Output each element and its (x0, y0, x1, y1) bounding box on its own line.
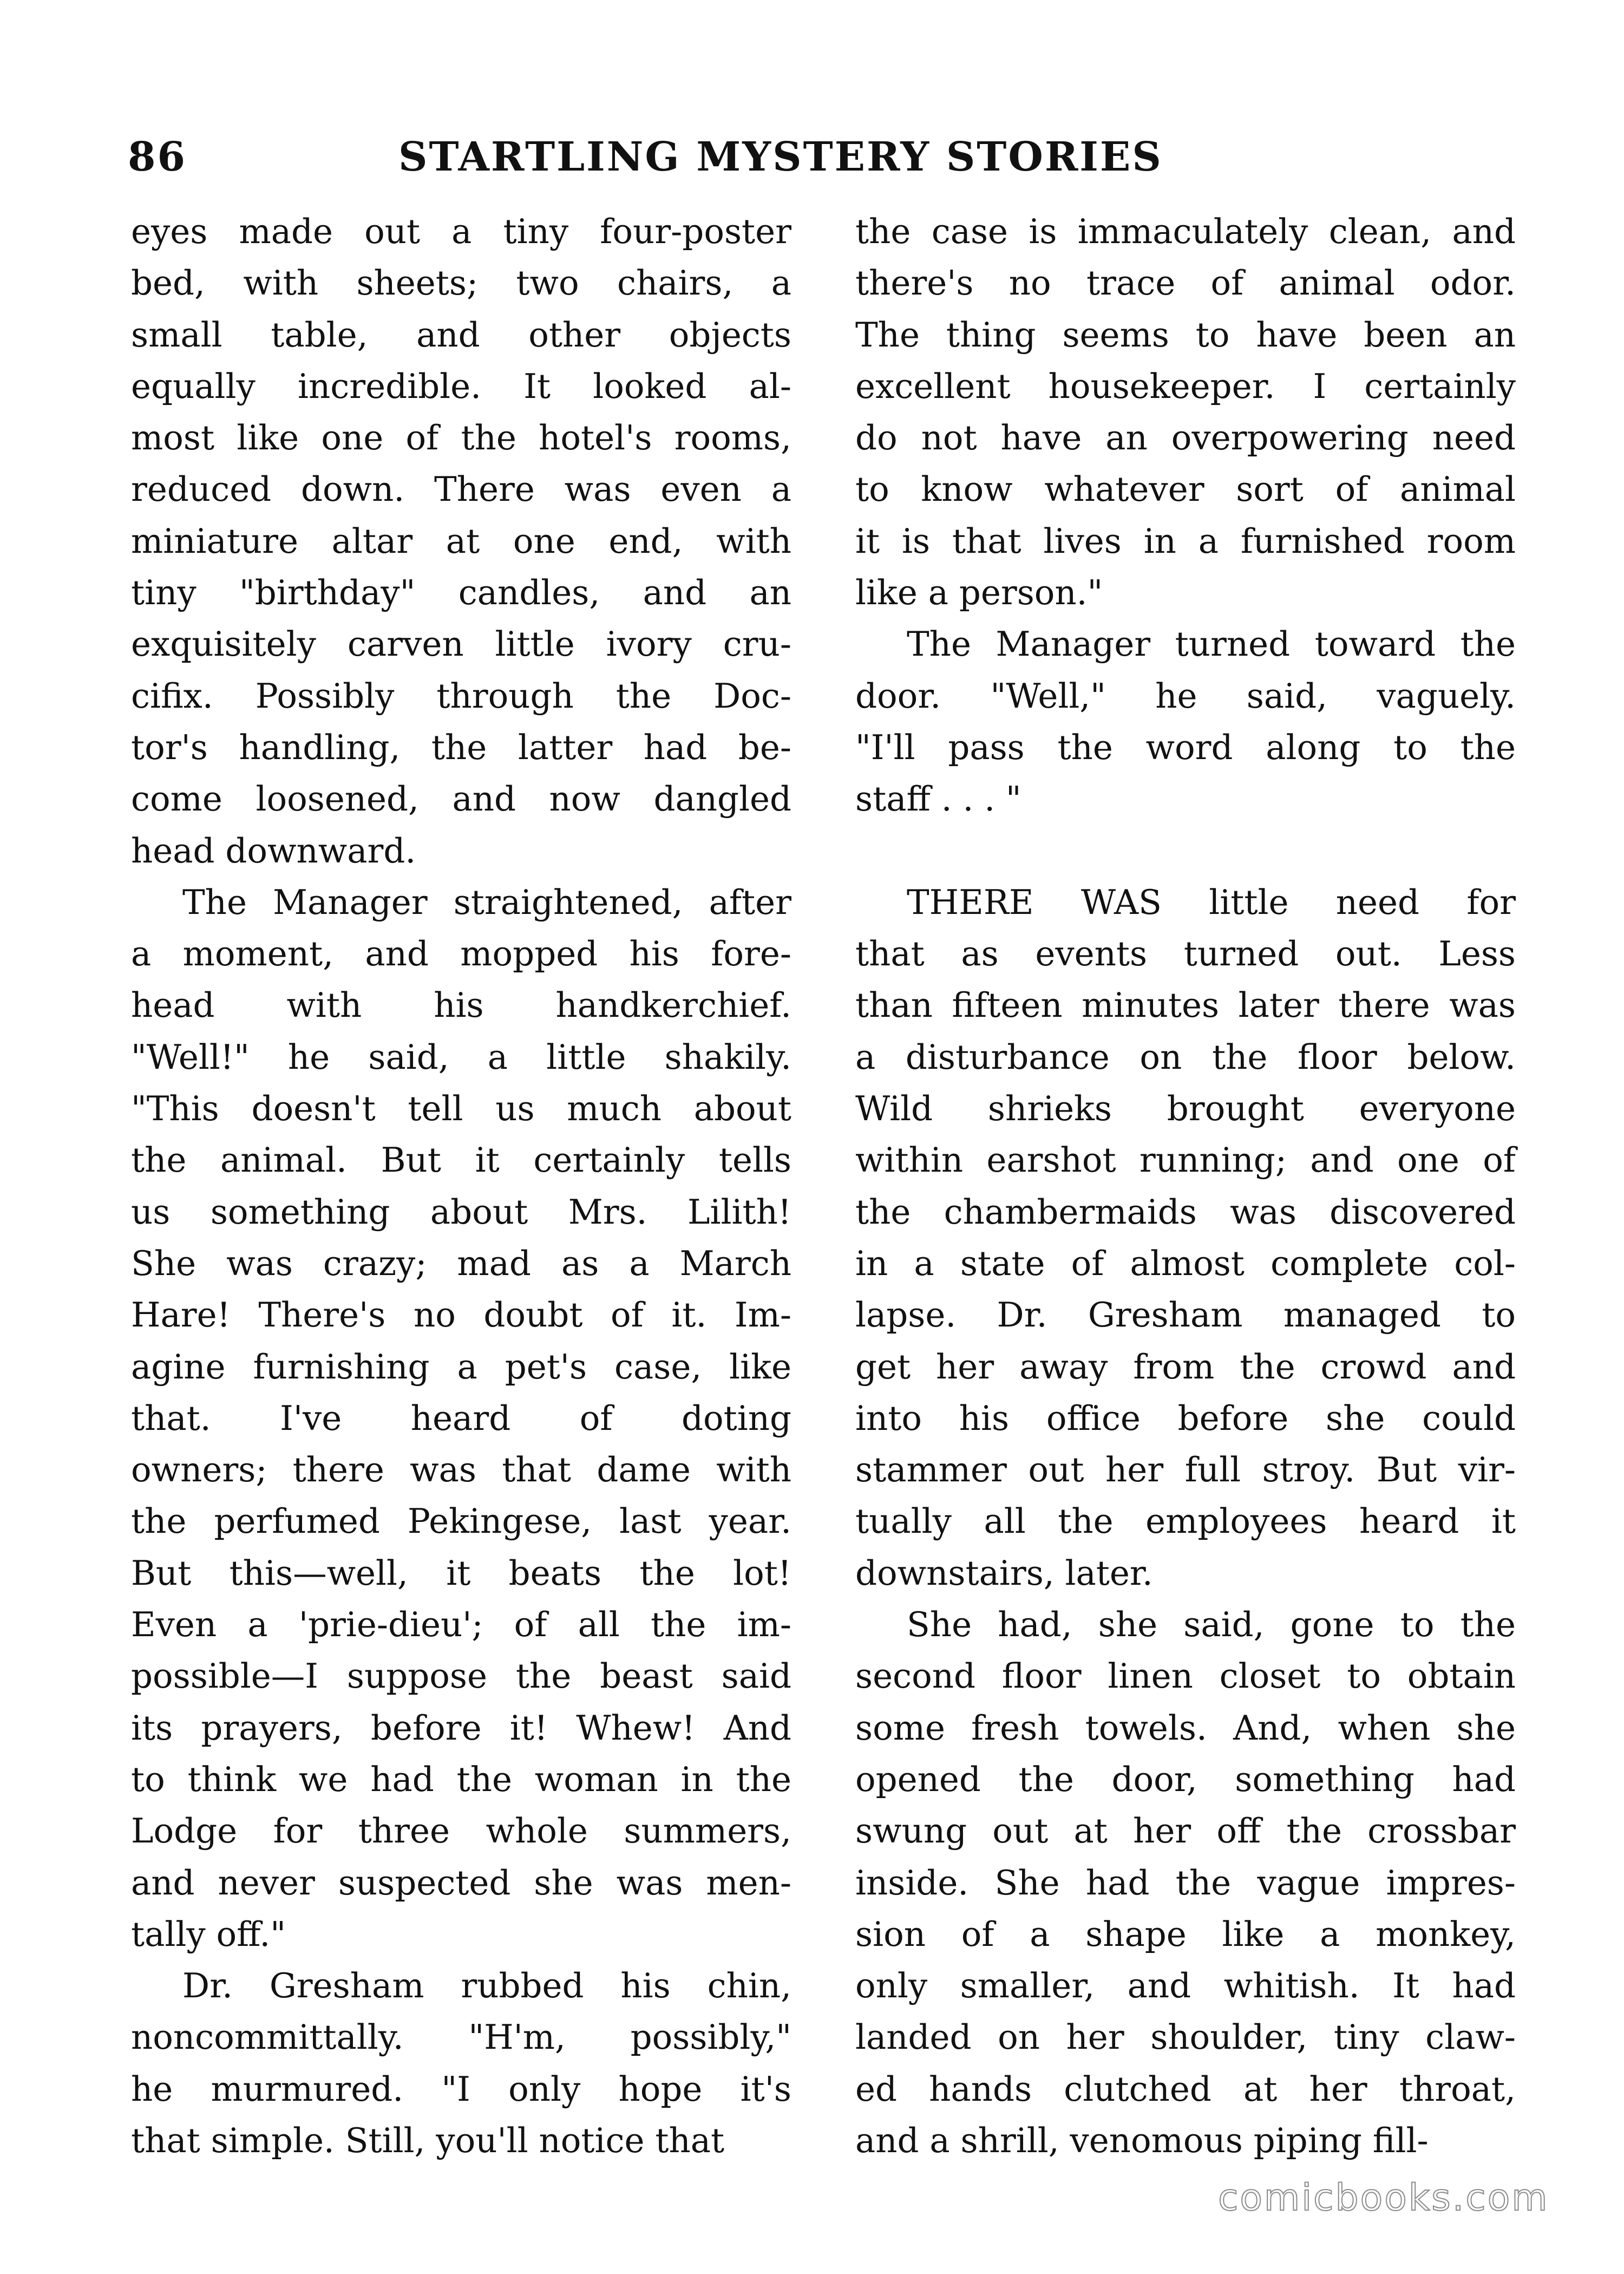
text-line: that. I've heard of doting (131, 1398, 791, 1438)
text-line: The thing seems to have been an (855, 315, 1516, 355)
text-line: reduced down. There was even a (131, 469, 791, 509)
text-line: Lodge for three whole summers, (131, 1811, 791, 1851)
text-line: staff . . . " (855, 779, 1021, 819)
text-line: a moment, and mopped his fore- (131, 934, 791, 974)
text-line: THERE WAS little need for (907, 882, 1516, 922)
text-line: tually all the employees heard it (855, 1501, 1516, 1541)
text-line: miniature altar at one end, with (131, 521, 791, 561)
text-line: the animal. But it certainly tells (131, 1140, 791, 1180)
text-line: there's no trace of animal odor. (855, 263, 1516, 303)
text-line: opened the door, something had (855, 1759, 1516, 1799)
text-line: "This doesn't tell us much about (131, 1089, 791, 1129)
text-line: it is that lives in a furnished room (855, 521, 1516, 561)
text-line: only smaller, and whitish. It had (855, 1966, 1516, 2006)
section-opening-paragraph (855, 877, 1516, 1599)
text-line: to think we had the woman in the (131, 1759, 791, 1799)
text-line: head downward. (131, 831, 416, 871)
text-line: noncommittally. "H'm, possibly," (131, 2017, 791, 2057)
text-line: Wild shrieks brought everyone (855, 1089, 1516, 1129)
watermark: comicbooks.com (1218, 2177, 1549, 2219)
text-line: She was crazy; mad as a March (131, 1243, 791, 1283)
text-line: in a state of almost complete col- (855, 1243, 1516, 1283)
text-line: "I'll pass the word along to the (855, 727, 1516, 767)
text-line: "Well!" he said, a little shakily. (131, 1037, 791, 1077)
text-line: second floor linen closet to obtain (855, 1656, 1516, 1696)
text-line: The Manager turned toward the (907, 624, 1516, 664)
text-line: possible—I suppose the beast said (131, 1656, 791, 1696)
text-line: to know whatever sort of animal (855, 469, 1516, 509)
text-line: door. "Well," he said, vaguely. (855, 676, 1516, 716)
text-line: stammer out her full stroy. But vir- (855, 1450, 1516, 1490)
text-line: head with his handkerchief. (131, 985, 791, 1025)
text-line: and a shrill, venomous piping fill- (855, 2120, 1429, 2160)
paragraph (855, 206, 1516, 618)
text-line: Hare! There's no doubt of it. Im- (131, 1295, 791, 1335)
text-line: and never suspected she was men- (131, 1863, 791, 1903)
text-line: But this—well, it beats the lot! (131, 1553, 791, 1593)
page-number: 86 (128, 134, 187, 180)
text-line: ed hands clutched at her throat, (855, 2069, 1516, 2109)
text-line: within earshot running; and one of (855, 1140, 1516, 1180)
text-line: inside. She had the vague impres- (855, 1863, 1516, 1903)
text-line: swung out at her off the crossbar (855, 1811, 1516, 1851)
text-line: eyes made out a tiny four-poster (131, 212, 791, 251)
text-line: agine furnishing a pet's case, like (131, 1347, 791, 1387)
text-line: tally off." (131, 1914, 286, 1954)
text-line: The Manager straightened, after (182, 882, 791, 922)
text-line: cifix. Possibly through the Doc- (131, 676, 791, 716)
text-line: the chambermaids was discovered (855, 1192, 1516, 1232)
right-column (855, 206, 1516, 2166)
running-title: STARTLING MYSTERY STORIES (398, 134, 1163, 180)
text-line: than fifteen minutes later there was (855, 985, 1516, 1025)
text-line: tor's handling, the latter had be- (131, 727, 791, 767)
text-line: most like one of the hotel's rooms, (131, 418, 791, 458)
text-line: landed on her shoulder, tiny claw- (855, 2017, 1516, 2057)
text-line: tiny "birthday" candles, and an (131, 573, 791, 613)
text-line: bed, with sheets; two chairs, a (131, 263, 791, 303)
text-line: Dr. Gresham rubbed his chin, (182, 1966, 791, 2006)
text-line: excellent housekeeper. I certainly (855, 366, 1516, 406)
text-line: come loosened, and now dangled (131, 779, 791, 819)
paragraph (855, 1599, 1516, 2166)
text-line: the perfumed Pekingese, last year. (131, 1501, 791, 1541)
text-line: equally incredible. It looked al- (131, 366, 791, 406)
text-line: into his office before she could (855, 1398, 1516, 1438)
text-line: he murmured. "I only hope it's (131, 2069, 791, 2109)
text-line: sion of a shape like a monkey, (855, 1914, 1516, 1954)
running-header (128, 125, 1221, 190)
text-line: downstairs, later. (855, 1553, 1153, 1593)
text-line: do not have an overpowering need (855, 418, 1516, 458)
text-line: Even a 'prie-dieu'; of all the im- (131, 1605, 791, 1645)
text-line: some fresh towels. And, when she (855, 1708, 1516, 1748)
text-line: that as events turned out. Less (855, 934, 1516, 974)
text-line: get her away from the crowd and (855, 1347, 1516, 1387)
paragraph (131, 1960, 791, 2166)
text-line: that simple. Still, you'll notice that (131, 2120, 725, 2160)
text-line: a disturbance on the floor below. (855, 1037, 1516, 1077)
paragraph (131, 877, 791, 1960)
paragraph (131, 206, 791, 877)
text-line: its prayers, before it! Whew! And (131, 1708, 791, 1748)
text-line: like a person." (855, 573, 1103, 613)
left-column (131, 206, 791, 2166)
paragraph (855, 618, 1516, 825)
text-line: owners; there was that dame with (131, 1450, 791, 1490)
text-line: us something about Mrs. Lilith! (131, 1192, 791, 1232)
text-line: lapse. Dr. Gresham managed to (855, 1295, 1516, 1335)
text-line: small table, and other objects (131, 315, 791, 355)
text-line: She had, she said, gone to the (907, 1605, 1516, 1645)
text-line: the case is immaculately clean, and (855, 212, 1516, 251)
text-line: exquisitely carven little ivory cru- (131, 624, 791, 664)
